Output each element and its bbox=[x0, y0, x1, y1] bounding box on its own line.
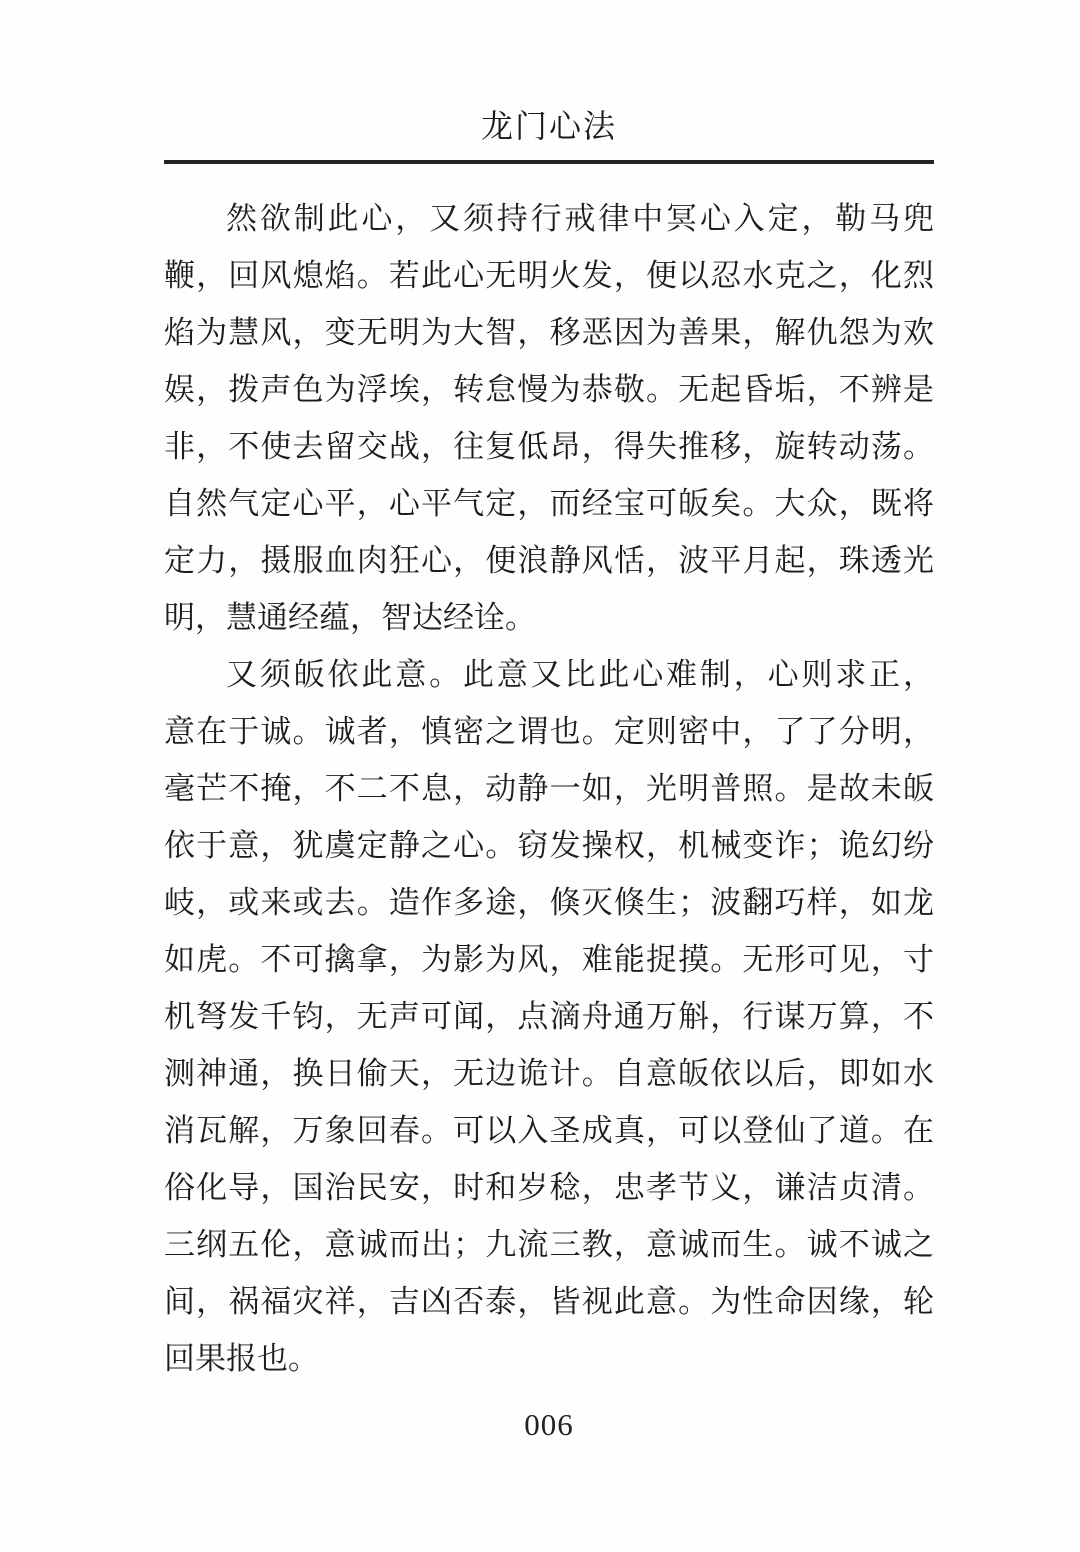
text-line: 非，不使去留交战，往复低昂，得失推移，旋转动荡。 bbox=[164, 429, 934, 464]
text-line: 毫芒不掩，不二不息，动静一如，光明普照。是故未皈 bbox=[164, 771, 934, 806]
text-line: 岐，或来或去。造作多途，倏灭倏生；波翻巧样，如龙 bbox=[164, 885, 934, 920]
body-text bbox=[164, 190, 934, 1387]
text-line: 机弩发千钧，无声可闻，点滴舟通万斛，行谋万算，不 bbox=[164, 999, 934, 1034]
text-line: 依于意，犹虞定静之心。窃发操权，机械变诈；诡幻纷 bbox=[164, 828, 934, 863]
text-line: 焰为慧风，变无明为大智，移恶因为善果，解仇怨为欢 bbox=[164, 315, 934, 350]
page-number: 006 bbox=[524, 1407, 574, 1442]
text-line: 又须皈依此意。此意又比此心难制，心则求正， bbox=[226, 657, 934, 692]
text-line: 娱，拨声色为浮埃，转怠慢为恭敬。无起昏垢，不辨是 bbox=[164, 372, 934, 407]
text-line: 明，慧通经蕴，智达经诠。 bbox=[164, 600, 536, 635]
text-line: 测神通，换日偷天，无边诡计。自意皈依以后，即如水 bbox=[164, 1056, 934, 1091]
text-line: 回果报也。 bbox=[164, 1341, 319, 1376]
text-line: 鞭，回风熄焰。若此心无明火发，便以忍水克之，化烈 bbox=[164, 258, 934, 293]
paragraph bbox=[164, 190, 934, 646]
content-column bbox=[0, 106, 1080, 1447]
text-line: 自然气定心平，心平气定，而经宝可皈矣。大众，既将 bbox=[164, 486, 934, 521]
text-line: 间，祸福灾祥，吉凶否泰，皆视此意。为性命因缘，轮 bbox=[164, 1284, 934, 1319]
text-line: 三纲五伦，意诚而出；九流三教，意诚而生。诚不诚之 bbox=[164, 1227, 934, 1262]
text-line: 然欲制此心，又须持行戒律中冥心入定，勒马兜 bbox=[226, 201, 934, 236]
header-rule bbox=[164, 160, 934, 164]
text-line: 定力，摄服血肉狂心，便浪静风恬，波平月起，珠透光 bbox=[164, 543, 934, 578]
text-line: 意在于诚。诚者，慎密之谓也。定则密中，了了分明， bbox=[164, 714, 934, 749]
text-line: 如虎。不可擒拿，为影为风，难能捉摸。无形可见，寸 bbox=[164, 942, 934, 977]
text-line: 俗化导，国治民安，时和岁稔，忠孝节义，谦洁贞清。 bbox=[164, 1170, 934, 1205]
paragraph bbox=[164, 646, 934, 1387]
page-footer bbox=[164, 1403, 934, 1447]
text-line: 消瓦解，万象回春。可以入圣成真，可以登仙了道。在 bbox=[164, 1113, 934, 1148]
page-header-title: 龙门心法 bbox=[480, 108, 617, 144]
